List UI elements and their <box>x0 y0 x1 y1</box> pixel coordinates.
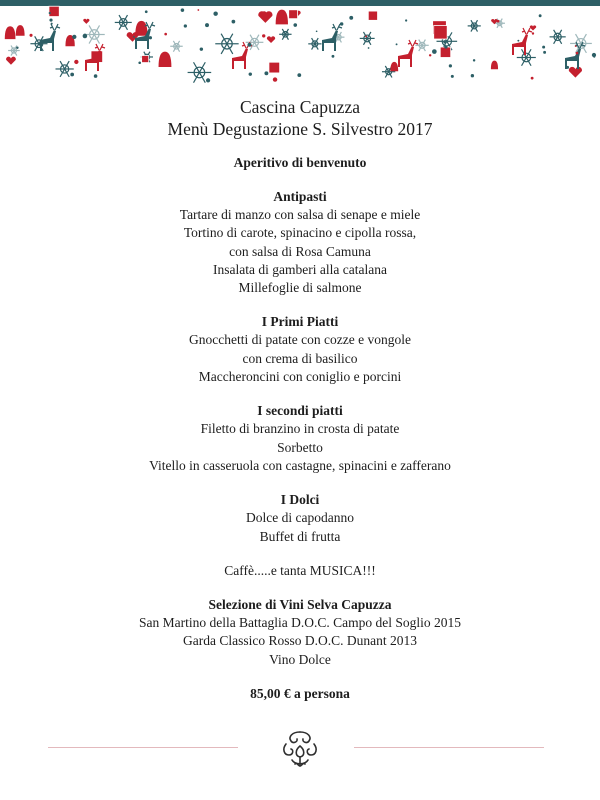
menu-title: Menù Degustazione S. Silvestro 2017 <box>167 119 433 139</box>
dish-item: Buffet di frutta <box>259 528 341 544</box>
section-heading: Aperitivo di benvenuto <box>233 155 367 170</box>
music-note <box>0 562 600 580</box>
menu <box>0 96 600 703</box>
dish-item: Tortino di carote, spinacino e cipolla rossa, <box>183 225 417 241</box>
dish-item: con salsa di Rosa Camuna <box>229 243 371 259</box>
christmas-banner <box>0 0 600 88</box>
section-heading: Selezione di Vini Selva Capuzza <box>208 597 392 613</box>
dish-item: Filetto di branzino in crosta di patate <box>200 421 400 437</box>
section-heading: I Primi Piatti <box>261 314 339 330</box>
wine-item: Vino Dolce <box>269 651 331 667</box>
dish-item: con crema di basilico <box>242 350 358 366</box>
footer <box>0 722 600 772</box>
section-heading: I secondi piatti <box>257 403 343 419</box>
restaurant-title: Cascina Capuzza <box>239 97 360 117</box>
section-wines <box>0 596 600 669</box>
dish-item: Gnocchetti di patate con cozze e vongole <box>189 332 411 348</box>
divider-right <box>354 747 544 748</box>
music-text: Caffè.....e tanta MUSICA!!! <box>224 562 376 578</box>
swirl-ornament-icon <box>278 726 322 770</box>
dish-item: Dolce di capodanno <box>246 510 354 526</box>
section-primi <box>0 313 600 386</box>
section-heading: Antipasti <box>273 189 327 204</box>
price: 85,00 € a persona <box>250 686 350 702</box>
christmas-pattern-icon <box>0 0 600 88</box>
wine-item: San Martino della Battaglia D.O.C. Campo del Soglio 2015 <box>138 615 462 631</box>
divider-left <box>48 747 238 748</box>
section-aperitivo <box>0 154 600 172</box>
section-heading: I Dolci <box>280 492 320 508</box>
dish-item: Maccheroncini con coniglio e porcini <box>198 369 402 385</box>
section-dolci <box>0 491 600 546</box>
wine-item: Garda Classico Rosso D.O.C. Dunant 2013 <box>183 633 417 649</box>
dish-item: Insalata di gamberi alla catalana <box>213 261 387 277</box>
price-block <box>0 685 600 703</box>
section-antipasti <box>0 188 600 297</box>
section-secondi <box>0 402 600 475</box>
dish-item: Vitello in casseruola con castagne, spinacini e zafferano <box>149 457 451 473</box>
dish-item: Tartare di manzo con salsa di senape e miele <box>179 207 421 222</box>
dish-item: Sorbetto <box>277 439 323 455</box>
dish-item: Millefoglie di salmone <box>238 280 362 296</box>
